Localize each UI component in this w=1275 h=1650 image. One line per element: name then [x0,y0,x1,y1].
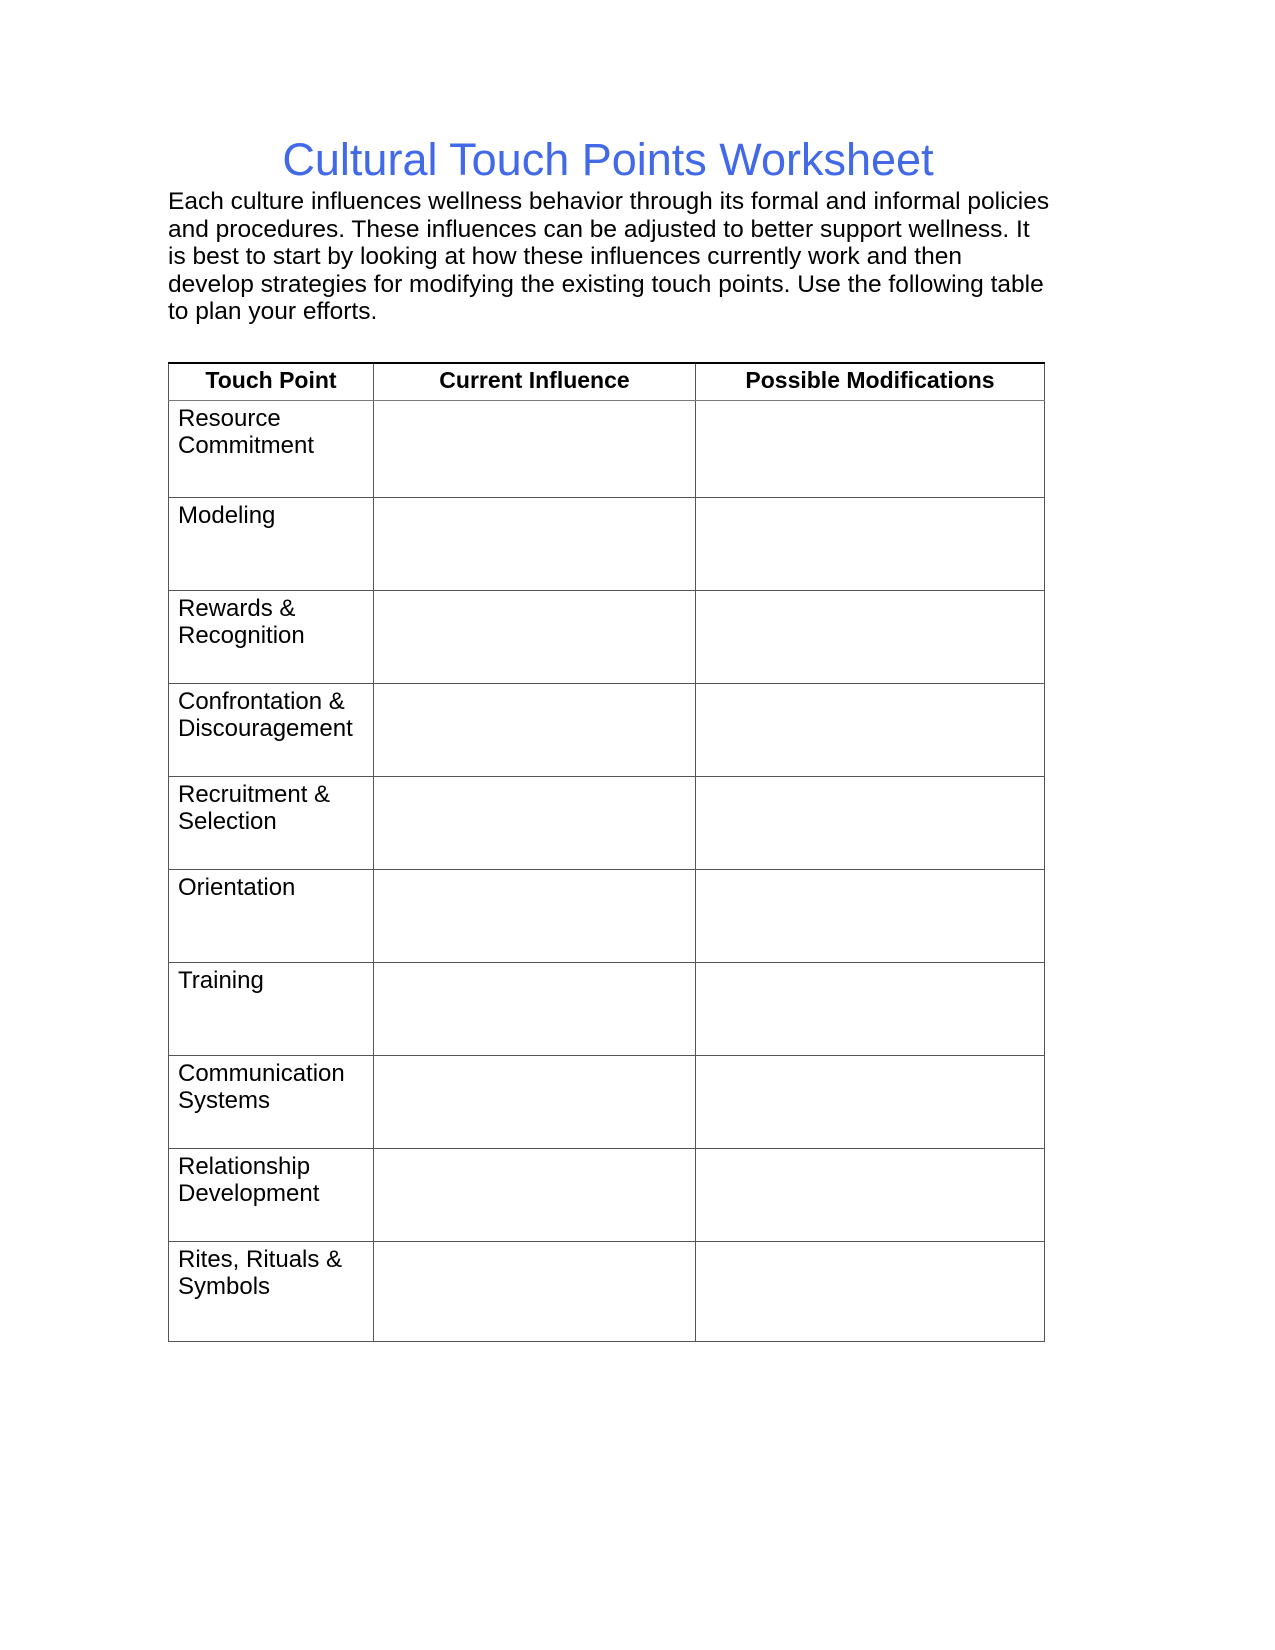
touch-point-label-cell [169,591,374,684]
column-header-touch-point: Touch Point [169,363,374,401]
possible-modifications-cell[interactable] [696,1056,1045,1149]
table-row [169,870,1045,963]
table-row [169,963,1045,1056]
column-header-possible-modifications: Possible Modifications [696,363,1045,401]
table-row [169,684,1045,777]
current-influence-cell[interactable] [374,401,696,498]
touch-point-label-line-1: Confrontation & [178,688,345,715]
table-row [169,1242,1045,1342]
document-header [168,134,1048,326]
touch-point-label-cell [169,1149,374,1242]
touch-point-label-line-2: Discouragement [178,715,353,742]
table-row [169,1056,1045,1149]
current-influence-cell[interactable] [374,1149,696,1242]
touch-point-label-cell [169,777,374,870]
touch-point-label-cell [169,963,374,1056]
touch-point-label-line-1: Relationship [178,1153,311,1180]
table-row [169,1149,1045,1242]
touch-point-label-cell [169,870,374,963]
intro-paragraph [168,188,1050,326]
page-title: Cultural Touch Points Worksheet [282,134,934,185]
touch-point-label-line-1: Resource [178,405,281,432]
touch-point-label-line-2: Systems [178,1087,271,1114]
touch-point-label-line-2: Selection [178,808,277,835]
touch-points-table-container [168,362,1044,1342]
current-influence-cell[interactable] [374,1242,696,1342]
touch-point-label-line-1: Modeling [178,502,276,529]
touch-points-table [168,362,1045,1342]
intro-line-3: is best to start by looking at how these influences currently work and then [168,243,962,270]
possible-modifications-cell[interactable] [696,777,1045,870]
intro-line-2: and procedures. These influences can be adjusted to better support wellness. It [168,215,1030,243]
intro-line-5: to plan your efforts. [168,298,378,325]
touch-point-label-line-1: Orientation [178,874,296,901]
table-row [169,401,1045,498]
table-header-row [169,363,1045,401]
touch-point-label-cell [169,1242,374,1342]
touch-point-label-cell [169,1056,374,1149]
possible-modifications-cell[interactable] [696,498,1045,591]
touch-point-label-line-1: Training [178,967,264,994]
touch-point-label-line-1: Communication [178,1060,345,1087]
intro-line-4: develop strategies for modifying the existing touch points. Use the following table [168,270,1044,298]
current-influence-cell[interactable] [374,777,696,870]
touch-point-label-line-1: Rewards & [178,595,296,622]
touch-point-label-cell [169,684,374,777]
current-influence-cell[interactable] [374,963,696,1056]
possible-modifications-cell[interactable] [696,591,1045,684]
possible-modifications-cell[interactable] [696,1242,1045,1342]
table-body [169,401,1045,1342]
intro-line-1: Each culture influences wellness behavior through its formal and informal policies [168,188,1050,215]
possible-modifications-cell[interactable] [696,1149,1045,1242]
table-row [169,498,1045,591]
touch-point-label-line-1: Recruitment & [178,781,331,808]
touch-point-label-line-1: Rites, Rituals & [178,1246,343,1273]
column-header-current-influence: Current Influence [374,363,696,401]
possible-modifications-cell[interactable] [696,963,1045,1056]
current-influence-cell[interactable] [374,591,696,684]
touch-point-label-line-2: Recognition [178,622,305,649]
touch-point-label-line-2: Development [178,1180,320,1207]
touch-point-label-cell [169,498,374,591]
possible-modifications-cell[interactable] [696,684,1045,777]
possible-modifications-cell[interactable] [696,401,1045,498]
possible-modifications-cell[interactable] [696,870,1045,963]
table-row [169,591,1045,684]
current-influence-cell[interactable] [374,870,696,963]
current-influence-cell[interactable] [374,1056,696,1149]
current-influence-cell[interactable] [374,684,696,777]
current-influence-cell[interactable] [374,498,696,591]
table-header [169,363,1045,401]
touch-point-label-line-2: Symbols [178,1273,271,1300]
table-row [169,777,1045,870]
touch-point-label-cell [169,401,374,498]
touch-point-label-line-2: Commitment [178,432,315,459]
